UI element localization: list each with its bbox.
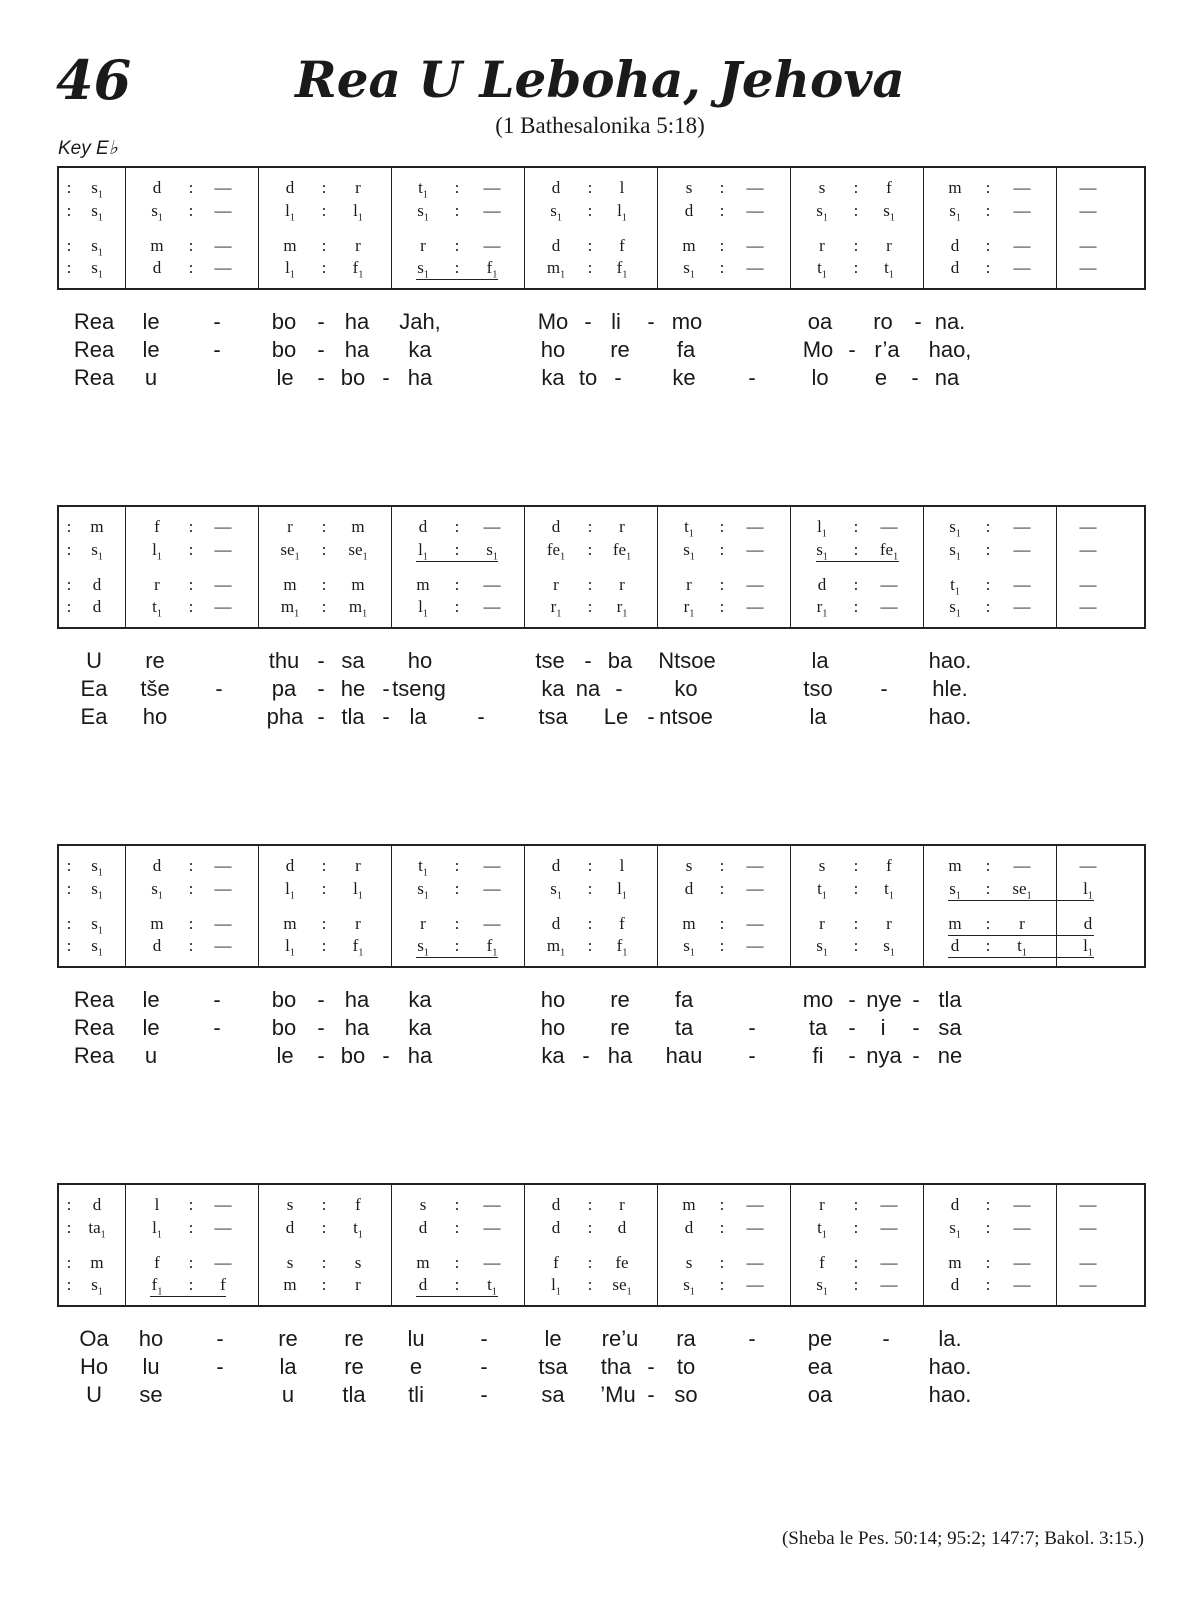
slur-underline — [816, 561, 899, 562]
slur-underline — [948, 900, 1094, 901]
voice-row: : $s_1$ $l_1$ : — $se_1$ : $se_1$ $l_1$ : $s_1$ $fe_1$ : $fe_1$ $s_1$ : — $s_1$ : $fe_1$ $s_1$ : — — — [66, 540, 1097, 563]
voice-row: : d $t_1$ : — $m_1$ : $m_1$ $l_1$ : — $r_1$ : $r_1$ $r_1$ : — $r_1$ : — $s_1$ : — — — [66, 597, 1097, 620]
lyric-line: U re thu - sa ho tse - ba Ntsoe la hao. — [86, 648, 972, 673]
slur-underline — [416, 957, 498, 958]
voice-row: : d l : — s : f s : — d : r m : — r : — d : — — — [66, 1195, 1097, 1214]
lyric-line: Rea le - bo - ha ka ho re fa mo - nye - tla — [73, 987, 962, 1012]
voice-row: : $s_1$ $s_1$ : — $l_1$ : $l_1$ $s_1$ : — $s_1$ : $l_1$ d : — $s_1$ : $s_1$ $s_1$ : — — — [66, 201, 1097, 224]
slur-underline — [416, 1296, 498, 1297]
notation-system — [57, 844, 1146, 968]
lyric-line: U se u tla tli - sa ’Mu - so oa hao. — [86, 1382, 972, 1407]
lyric-line: Rea le - bo - ha Jah, Mo - li - mo oa ro - na. — [73, 309, 966, 334]
footnote: (Sheba le Pes. 50:14; 95:2; 147:7; Bakol. 3:15.) — [781, 1528, 1144, 1549]
voice-row: : $s_1$ d : — $l_1$ : $f_1$ $s_1$ : $f_1$ $m_1$ : $f_1$ $s_1$ : — $t_1$ : $t_1$ d : — — — [66, 258, 1097, 281]
voice-row: : $ta_1$ $l_1$ : — d : $t_1$ d : — d : d d : — $t_1$ : — $s_1$ : — — — [66, 1218, 1097, 1241]
lyric-line: Rea u le - bo - ha ka to - ke - lo e - na — [73, 365, 960, 390]
voice-row: : $s_1$ d : — d : r $t_1$ : — d : l s : — s : f m : — — — [66, 178, 1097, 201]
notation-system — [57, 1183, 1146, 1307]
voice-row: : $s_1$ m : — m : r r : — d : f m : — r : r m : r d — [66, 914, 1093, 937]
lyric-line: Rea le - bo - ha ka ho re fa Mo - r’a hao, — [73, 337, 972, 362]
lyric-line: Oa ho - re re lu - le re’u ra - pe - la. — [79, 1326, 962, 1351]
voice-row: : $s_1$ $f_1$ : f m : r d : $t_1$ $l_1$ : $se_1$ $s_1$ : — $s_1$ : — d : — — — [66, 1275, 1097, 1298]
voice-row: : $s_1$ d : — $l_1$ : $f_1$ $s_1$ : $f_1$ $m_1$ : $f_1$ $s_1$ : — $s_1$ : $s_1$ d : $t_1$ $l_1$ — [66, 936, 1093, 959]
voice-row: : $s_1$ $s_1$ : — $l_1$ : $l_1$ $s_1$ : — $s_1$ : $l_1$ d : — $t_1$ : $t_1$ $s_1$ : $se_1$ $l_1$ — [66, 879, 1093, 902]
key-signature: Key E♭ — [58, 138, 118, 159]
slur-underline — [416, 279, 498, 280]
voice-row: : $s_1$ d : — d : r $t_1$ : — d : l s : — s : f m : — — — [66, 856, 1097, 879]
lyric-line: Ea tše - pa - he - tseng ka na - ko tso - hle. — [80, 676, 968, 701]
slur-underline — [948, 935, 1094, 936]
voice-row: : m f : — s : s m : — f : fe s : — f : — m : — — — [66, 1253, 1097, 1272]
hymn-title: Rea U Leboha, Jehova — [295, 50, 905, 109]
hymn-number: 46 — [56, 48, 132, 112]
voice-row: : $s_1$ m : — m : r r : — d : f m : — r : r d : — — — [66, 236, 1097, 259]
lyric-line: Rea le - bo - ha ka ho re ta - ta - i - sa — [73, 1015, 962, 1040]
lyric-line: Ea ho pha - tla - la - tsa Le - ntsoe la hao. — [80, 704, 972, 729]
notation-system — [57, 166, 1146, 290]
notation-system — [57, 505, 1146, 629]
scripture-reference: (1 Bathesalonika 5:18) — [495, 113, 705, 138]
voice-row: : m f : — r : m d : — d : r $t_1$ : — $l_1$ : — $s_1$ : — — — [66, 517, 1097, 540]
lyric-line: Rea u le - bo - ha ka - ha hau - fi - nya - ne — [73, 1043, 963, 1068]
voice-row: : d r : — m : m m : — r : r r : — d : — $t_1$ : — — — [66, 575, 1097, 598]
slur-underline — [150, 1296, 226, 1297]
slur-underline — [416, 561, 498, 562]
lyric-line: Ho lu - la re e - tsa tha - to ea hao. — [79, 1354, 972, 1379]
slur-underline — [948, 957, 1094, 958]
